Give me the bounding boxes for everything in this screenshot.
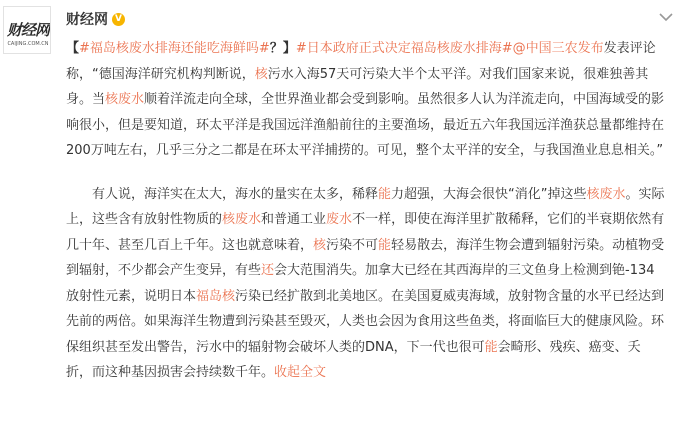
keyword-highlight: 核废水 bbox=[105, 92, 145, 107]
text-segment: 轻易散去，海洋生物会遭到辐射污染。动植物受到辐射，不少都会产生变异，有些 bbox=[66, 237, 665, 278]
mention-link[interactable]: @中国三农发布 bbox=[512, 41, 604, 56]
keyword-highlight: 核 bbox=[313, 237, 327, 253]
author-row bbox=[66, 9, 125, 29]
text-segment: 污水入海57天可污染大半个太平洋。对我们国家来说，很难独善其身。当 bbox=[66, 66, 649, 107]
text-segment: 会大范围消失。加拿大已经在其西海岸的三文鱼身上检测到铯-134放射性元素，说明日本 bbox=[66, 263, 655, 304]
hashtag-topic-2[interactable]: #日本政府正式决定福岛核废水排海# bbox=[295, 41, 513, 56]
verified-badge-icon: V bbox=[112, 13, 125, 26]
keyword-highlight: 核 bbox=[254, 66, 268, 82]
chevron-down-icon[interactable] bbox=[659, 12, 673, 22]
text-segment: 顺着洋流走向全球，全世界渔业都会受到影响。虽然很多人认为洋流走向，中国海域受的影响很小，但是要知道，环太平洋是我国远洋渔船前往的主要渔场，最近五六年我国远洋渔获总量都维持在200万吨左右，几乎三分之二都是在环太平洋捕捞的。可见，整个太平洋的安全，与我国渔业息息相关。” bbox=[66, 92, 665, 158]
text-segment: 不一样，即使在海洋里扩散稀释，它们的半衰期依然有几十年、甚至几百上千年。这也就意味着， bbox=[66, 212, 665, 253]
text-segment: 污染已经扩散到北美地区。在美国夏威夷海域，放射物含量的水平已经达到先前的两倍。如果海洋生物遭到污染甚至毁灭，人类也会因为食用这些鱼类，将面临巨大的健康风险。环保组织甚至发出警告，污水中的辐射物会破坏人类的DNA，下一代也很可 bbox=[66, 288, 665, 355]
keyword-highlight: 能 bbox=[378, 186, 392, 202]
keyword-highlight: 核废水 bbox=[222, 212, 262, 227]
paragraph-1-text bbox=[66, 41, 664, 158]
text-segment: 力超强，大海会很快“消化”掉这些 bbox=[391, 186, 587, 202]
avatar-logo-subtext: CAIJING.COM.CN bbox=[7, 41, 49, 47]
hashtag-topic-1[interactable]: 【#福岛核废水排海还能吃海鲜吗#？】 bbox=[66, 41, 296, 56]
post-paragraph-2 bbox=[66, 182, 666, 386]
text-segment: 和普通工业 bbox=[261, 212, 327, 227]
post-paragraph-1 bbox=[66, 36, 666, 164]
avatar-logo-text: 财经网 bbox=[6, 21, 49, 39]
keyword-highlight: 福岛核 bbox=[196, 288, 236, 304]
text-segment: 发表评论称，“德国海洋研究机构判断说， bbox=[66, 41, 656, 82]
collapse-full-text-link[interactable]: 收起全文 bbox=[274, 365, 327, 380]
keyword-highlight: 能 bbox=[484, 339, 498, 355]
keyword-highlight: 核废水 bbox=[586, 186, 626, 202]
text-segment: 污染不可 bbox=[326, 237, 379, 253]
keyword-highlight: 还 bbox=[261, 263, 275, 278]
post-body bbox=[66, 36, 666, 386]
paragraph-2-text bbox=[66, 187, 665, 381]
text-segment: 。实际上，这些含有放射性物质的 bbox=[66, 186, 665, 227]
text-segment: 会畸形、残疾、癌变、夭折，而这种基因损害会持续数千年。 bbox=[66, 339, 641, 380]
keyword-highlight: 能 bbox=[378, 237, 392, 253]
keyword-highlight: 废水 bbox=[326, 212, 353, 227]
author-name[interactable]: 财经网 bbox=[66, 12, 108, 28]
text-segment: 有人说，海洋实在太大，海水的量实在太多，稀释 bbox=[66, 186, 379, 202]
avatar[interactable] bbox=[3, 6, 51, 54]
